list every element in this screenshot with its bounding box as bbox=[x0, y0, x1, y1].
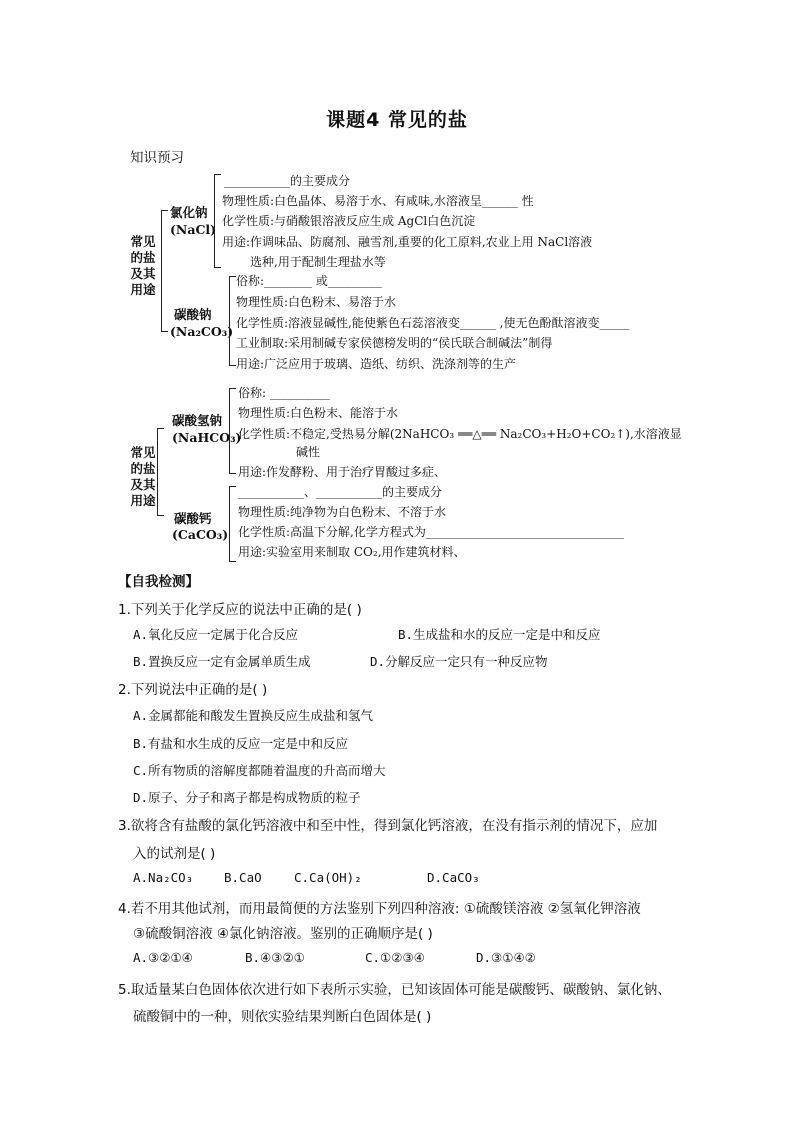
outer-brace-2 bbox=[157, 428, 164, 516]
caco3-formula: (CaCO₃) bbox=[172, 527, 229, 542]
side-label-2: 常见 的盐 及其 用途 bbox=[130, 445, 156, 508]
q3-option-b: B.CaO bbox=[224, 870, 262, 885]
nacl-formula: (NaCl) bbox=[170, 222, 217, 237]
q3-option-c: C.Ca(OH)₂ bbox=[294, 870, 362, 885]
q4-option-b: B.④③②① bbox=[245, 950, 305, 965]
nahco3-name: 碳酸氢钠 bbox=[172, 413, 223, 428]
q4-option-a: A.③②①④ bbox=[133, 950, 193, 965]
na2co3-name: 碳酸钠 bbox=[174, 307, 212, 322]
self-check-heading: 【自我检测】 bbox=[118, 574, 199, 590]
page-title: 课题4 常见的盐 bbox=[326, 109, 468, 131]
na2co3-line-1: 俗称:________ 或_________ bbox=[236, 274, 382, 288]
caco3-line-2: 物理性质:纯净物为白色粉末、不溶于水 bbox=[238, 505, 447, 519]
na2co3-line-4: 工业制取:采用制碱专家侯德榜发明的“侯氏联合制碱法”制得 bbox=[236, 336, 553, 350]
preview-heading: 知识预习 bbox=[130, 150, 184, 166]
q4-option-c: C.①②③④ bbox=[365, 950, 425, 965]
question-3-stem-2: 入的试剂是( ) bbox=[133, 846, 216, 862]
outer-brace-1 bbox=[161, 210, 168, 332]
caco3-brace bbox=[229, 486, 236, 562]
nacl-line-4: 用途:作调味品、防腐剂、融雪剂,重要的化工原料,农业上用 NaCl溶液 bbox=[222, 235, 593, 249]
nacl-line-5: 选种,用于配制生理盐水等 bbox=[250, 255, 386, 269]
question-3-stem: 3.欲将含有盐酸的氯化钙溶液中和至中性，得到氯化钙溶液，在没有指示剂的情况下，应加 bbox=[118, 818, 658, 834]
nahco3-brace bbox=[229, 388, 236, 474]
nacl-line-1: ___________的主要成分 bbox=[224, 174, 351, 188]
question-5-stem-2: 硫酸铜中的一种，则依实验结果判断白色固体是( ) bbox=[133, 1009, 432, 1025]
na2co3-formula: (Na₂CO₃) bbox=[170, 324, 234, 339]
q3-option-d: D.CaCO₃ bbox=[427, 870, 480, 885]
question-5-stem: 5.取适量某白色固体依次进行如下表所示实验，已知该固体可能是碳酸钙、碳酸钠、氯化钠、 bbox=[118, 982, 671, 998]
nacl-brace bbox=[214, 174, 221, 268]
question-1-stem: 1.下列关于化学反应的说法中正确的是( ) bbox=[118, 602, 362, 618]
nahco3-line-4: 碱性 bbox=[296, 445, 321, 459]
nacl-name: 氯化钠 bbox=[170, 205, 208, 220]
nahco3-formula: (NaHCO₃) bbox=[172, 430, 242, 445]
question-4-stem-2: ③硫酸铜溶液 ④氯化钠溶液。鉴别的正确顺序是( ) bbox=[133, 926, 433, 942]
q2-option-b: B.有盐和水生成的反应一定是中和反应 bbox=[133, 736, 349, 751]
question-2-stem: 2.下列说法中正确的是( ) bbox=[118, 682, 268, 698]
q3-option-a: A.Na₂CO₃ bbox=[133, 870, 194, 885]
nacl-line-3: 化学性质:与硝酸银溶液反应生成 AgCl白色沉淀 bbox=[222, 214, 476, 228]
na2co3-line-5: 用途:广泛应用于玻璃、造纸、纺织、洗涤剂等的生产 bbox=[236, 357, 517, 371]
caco3-line-1: ___________、___________的主要成分 bbox=[238, 485, 443, 499]
nahco3-line-2: 物理性质:白色粉末、能溶于水 bbox=[238, 406, 399, 420]
q1-option-d: D.分解反应一定只有一种反应物 bbox=[370, 654, 548, 669]
q1-option-a: A.氧化反应一定属于化合反应 bbox=[133, 627, 299, 642]
caco3-line-3: 化学性质:高温下分解,化学方程式为_________________________________ bbox=[238, 525, 624, 539]
caco3-line-4: 用途:实验室用来制取 CO₂,用作建筑材料、 bbox=[238, 545, 466, 559]
na2co3-line-2: 物理性质:白色粉末、易溶于水 bbox=[236, 295, 397, 309]
q2-option-a: A.金属都能和酸发生置换反应生成盐和氢气 bbox=[133, 708, 374, 723]
q1-option-c: B.置换反应一定有金属单质生成 bbox=[133, 654, 311, 669]
nahco3-line-3: 化学性质:不稳定,受热易分解(2NaHCO₃ ══△══ Na₂CO₃+H₂O+CO₂↑),水溶液显 bbox=[238, 427, 682, 441]
na2co3-line-3: 化学性质:溶液显碱性,能使紫色石蕊溶液变______ ,使无色酚酞溶液变_____ bbox=[236, 316, 630, 330]
question-4-stem: 4.若不用其他试剂，而用最简便的方法鉴别下列四种溶液: ①硫酸镁溶液 ②氢氧化钾溶液 bbox=[118, 901, 641, 917]
q4-option-d: D.③①④② bbox=[476, 950, 536, 965]
q2-option-c: C.所有物质的溶解度都随着温度的升高而增大 bbox=[133, 763, 386, 778]
caco3-name: 碳酸钙 bbox=[174, 511, 212, 526]
q2-option-d: D.原子、分子和离子都是构成物质的粒子 bbox=[133, 790, 361, 805]
nacl-line-2: 物理性质:白色晶体、易溶于水、有咸味,水溶液呈______ 性 bbox=[222, 194, 534, 208]
side-label-1: 常见 的盐 及其 用途 bbox=[130, 234, 156, 297]
na2co3-brace bbox=[229, 276, 236, 366]
nahco3-line-1: 俗称: __________ bbox=[238, 386, 330, 400]
nahco3-line-5: 用途:作发酵粉、用于治疗胃酸过多症、 bbox=[238, 465, 447, 479]
q1-option-b: B.生成盐和水的反应一定是中和反应 bbox=[398, 627, 601, 642]
